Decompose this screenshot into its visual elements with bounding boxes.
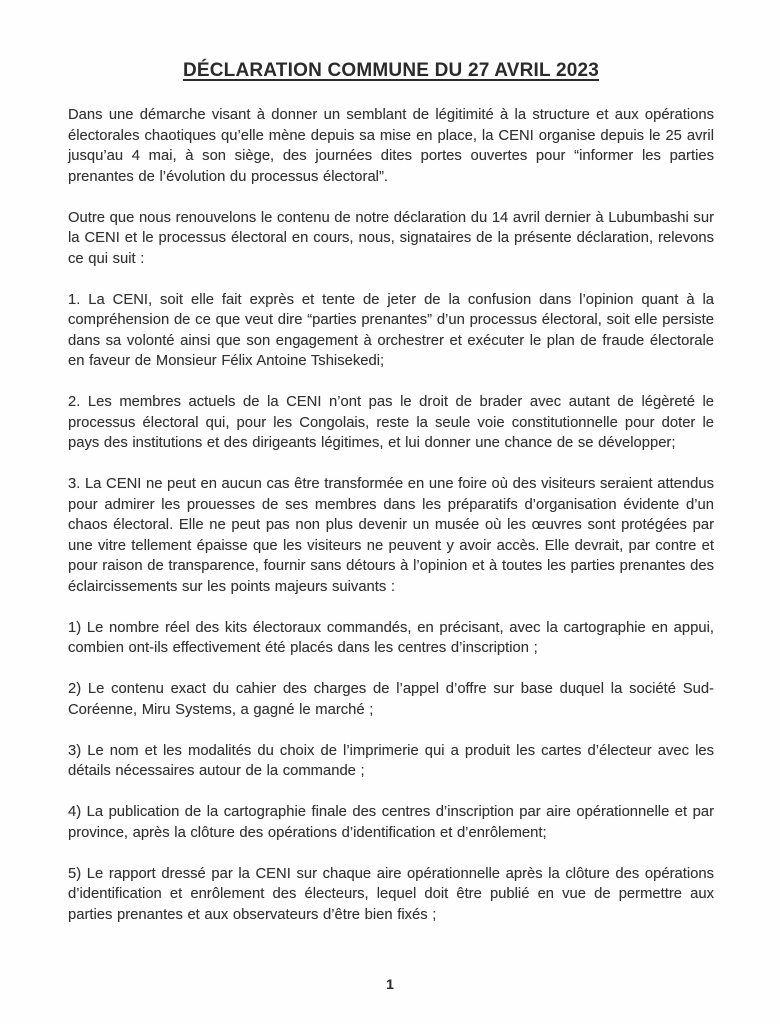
document-content: [68, 58, 714, 925]
document-body: [68, 105, 714, 925]
numbered-point: 3. La CENI ne peut en aucun cas être transformée en une foire où des visiteurs seraient attendus pour admirer les prouesses de ses membres dans les préparatifs d’organisation évidente d’un chaos électoral. Elle ne peut pas non plus devenir un musée où les œuvres sont protégées par une vitre tellement épaisse que les visiteurs ne peuvent y avoir accès. Elle devrait, par contre et pour raison de transparence, fournir sans détours à l’opinion et à toutes les parties prenantes des éclaircissements sur les points majeurs suivants :: [68, 476, 714, 595]
document-title-text: DÉCLARATION COMMUNE DU 27 AVRIL 2023: [182, 60, 600, 81]
list-item: 5) Le rapport dressé par la CENI sur chaque aire opérationnelle après la clôture des opérations d’identification et enrôlement des électeurs, lequel doit être publié en vue de permettre aux parties prenantes et aux observateurs d’être bien fixés ;: [68, 865, 714, 923]
list-item: 3) Le nom et les modalités du choix de l’imprimerie qui a produit les cartes d’électeur avec les détails nécessaires autour de la commande ;: [68, 742, 714, 779]
document-title: [68, 58, 714, 84]
intro-paragraph: Outre que nous renouvelons le contenu de notre déclaration du 14 avril dernier à Lubumbashi sur la CENI et le processus électoral en cours, nous, signataires de la présente déclaration, relevons ce qui suit :: [68, 209, 714, 267]
numbered-point: 1. La CENI, soit elle fait exprès et tente de jeter de la confusion dans l’opinion quant à la compréhension de ce que veut dire “parties prenantes” d’un processus électoral, soit elle persiste dans sa volonté ainsi que son engagement à orchestrer et exécuter le plan de fraude électorale en faveur de Monsieur Félix Antoine Tshisekedi;: [68, 291, 714, 369]
list-item: 1) Le nombre réel des kits électoraux commandés, en précisant, avec la cartographie en appui, combien ont-ils effectivement été placés dans les centres d’inscription ;: [68, 619, 714, 656]
list-item: 2) Le contenu exact du cahier des charges de l’appel d’offre sur base duquel la société Sud-Coréenne, Miru Systems, a gagné le marché ;: [68, 681, 714, 718]
page-number: 1: [386, 976, 394, 992]
numbered-point: 2. Les membres actuels de la CENI n’ont pas le droit de brader avec autant de légèreté le processus électoral qui, pour les Congolais, reste la seule voie constitutionnelle pour doter le pays des institutions et des dirigeants légitimes, et lui donner une chance de se développer;: [68, 394, 714, 451]
intro-paragraph: Dans une démarche visant à donner un semblant de légitimité à la structure et aux opérations électorales chaotiques qu’elle mène depuis sa mise en place, la CENI organise depuis le 25 avril jusqu’au 4 mai, à son siège, des journées dites portes ouvertes pour “informer les parties prenantes de l’évolution du processus électoral”.: [68, 107, 714, 185]
list-item: 4) La publication de la cartographie finale des centres d’inscription par aire opérationnelle et par province, après la clôture des opérations d’identification et d’enrôlement;: [68, 804, 714, 841]
